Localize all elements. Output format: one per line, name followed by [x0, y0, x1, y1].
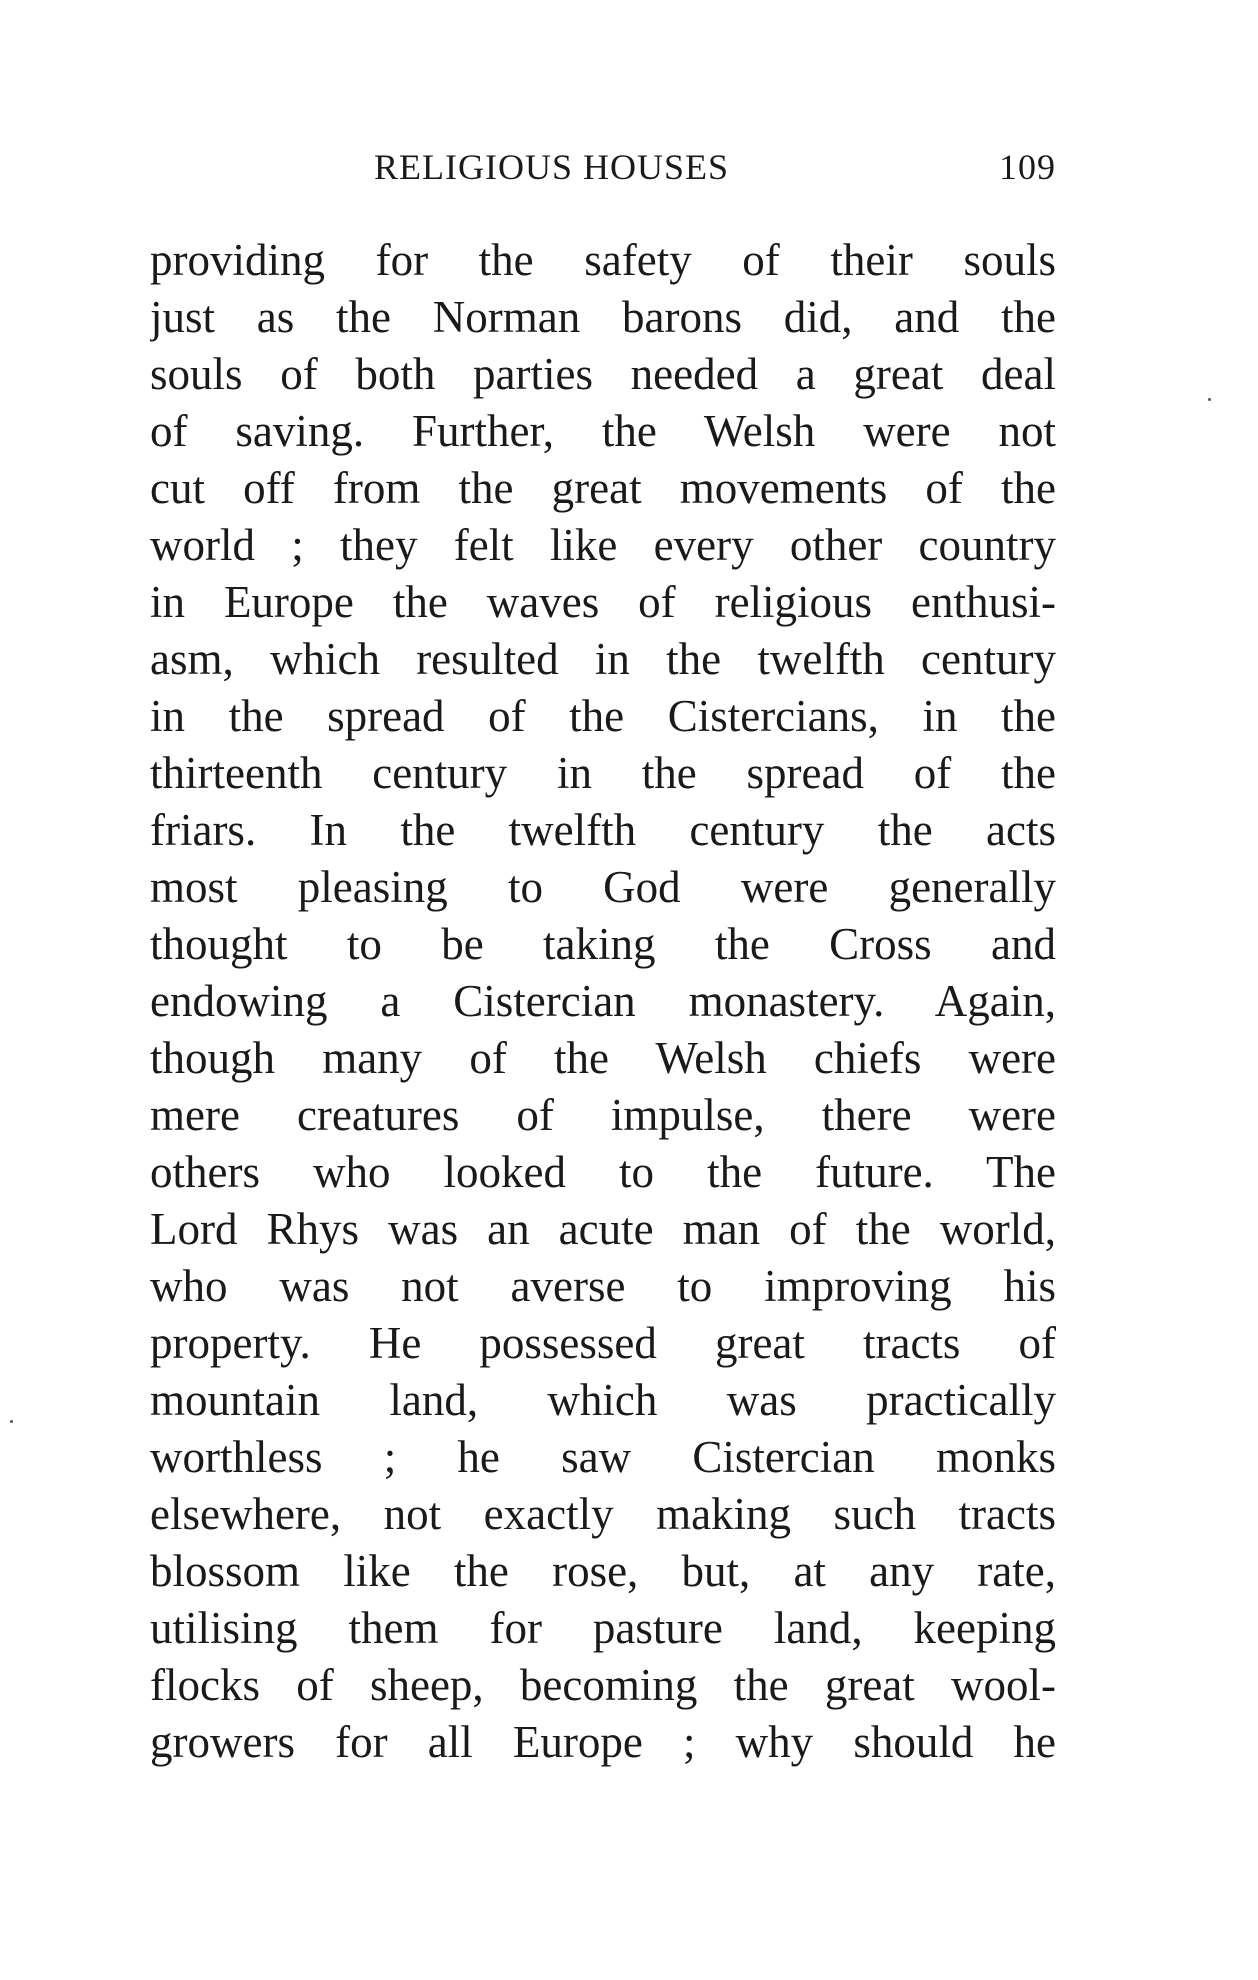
paper-speck [10, 1420, 13, 1423]
text-line: of saving. Further, the Welsh were not [150, 406, 1056, 456]
text-line: property. He possessed great tracts of [150, 1318, 1056, 1368]
text-line: providing for the safety of their souls [150, 235, 1056, 285]
text-line: in Europe the waves of religious enthusi- [150, 577, 1056, 627]
paper-speck [1208, 398, 1211, 401]
running-title: RELIGIOUS HOUSES [374, 147, 730, 187]
text-line: mountain land, which was practically [150, 1375, 1056, 1425]
text-line: friars. In the twelfth century the acts [150, 805, 1056, 855]
text-line: cut off from the great movements of the [150, 463, 1056, 513]
page-number: 109 [999, 147, 1056, 187]
running-head [150, 146, 1056, 196]
text-line: though many of the Welsh chiefs were [150, 1033, 1056, 1083]
text-line: worthless ; he saw Cistercian monks [150, 1432, 1056, 1482]
text-line: elsewhere, not exactly making such tracts [150, 1489, 1056, 1539]
text-line: souls of both parties needed a great deal [150, 349, 1056, 399]
text-line: asm, which resulted in the twelfth century [150, 634, 1056, 684]
text-line: who was not averse to improving his [150, 1261, 1056, 1311]
text-line: flocks of sheep, becoming the great wool- [150, 1660, 1056, 1710]
text-line: mere creatures of impulse, there were [150, 1090, 1056, 1140]
text-line: endowing a Cistercian monastery. Again, [150, 976, 1056, 1026]
text-line: thought to be taking the Cross and [150, 919, 1056, 969]
text-line: others who looked to the future. The [150, 1147, 1056, 1197]
text-line: world ; they felt like every other country [150, 520, 1056, 570]
text-line: just as the Norman barons did, and the [150, 292, 1056, 342]
text-line: most pleasing to God were generally [150, 862, 1056, 912]
text-line: utilising them for pasture land, keeping [150, 1603, 1056, 1653]
text-line: Lord Rhys was an acute man of the world, [150, 1204, 1056, 1254]
text-line: in the spread of the Cistercians, in the [150, 691, 1056, 741]
body-text [150, 232, 1056, 1771]
text-line: blossom like the rose, but, at any rate, [150, 1546, 1056, 1596]
text-line: thirteenth century in the spread of the [150, 748, 1056, 798]
text-line: growers for all Europe ; why should he [150, 1717, 1056, 1767]
